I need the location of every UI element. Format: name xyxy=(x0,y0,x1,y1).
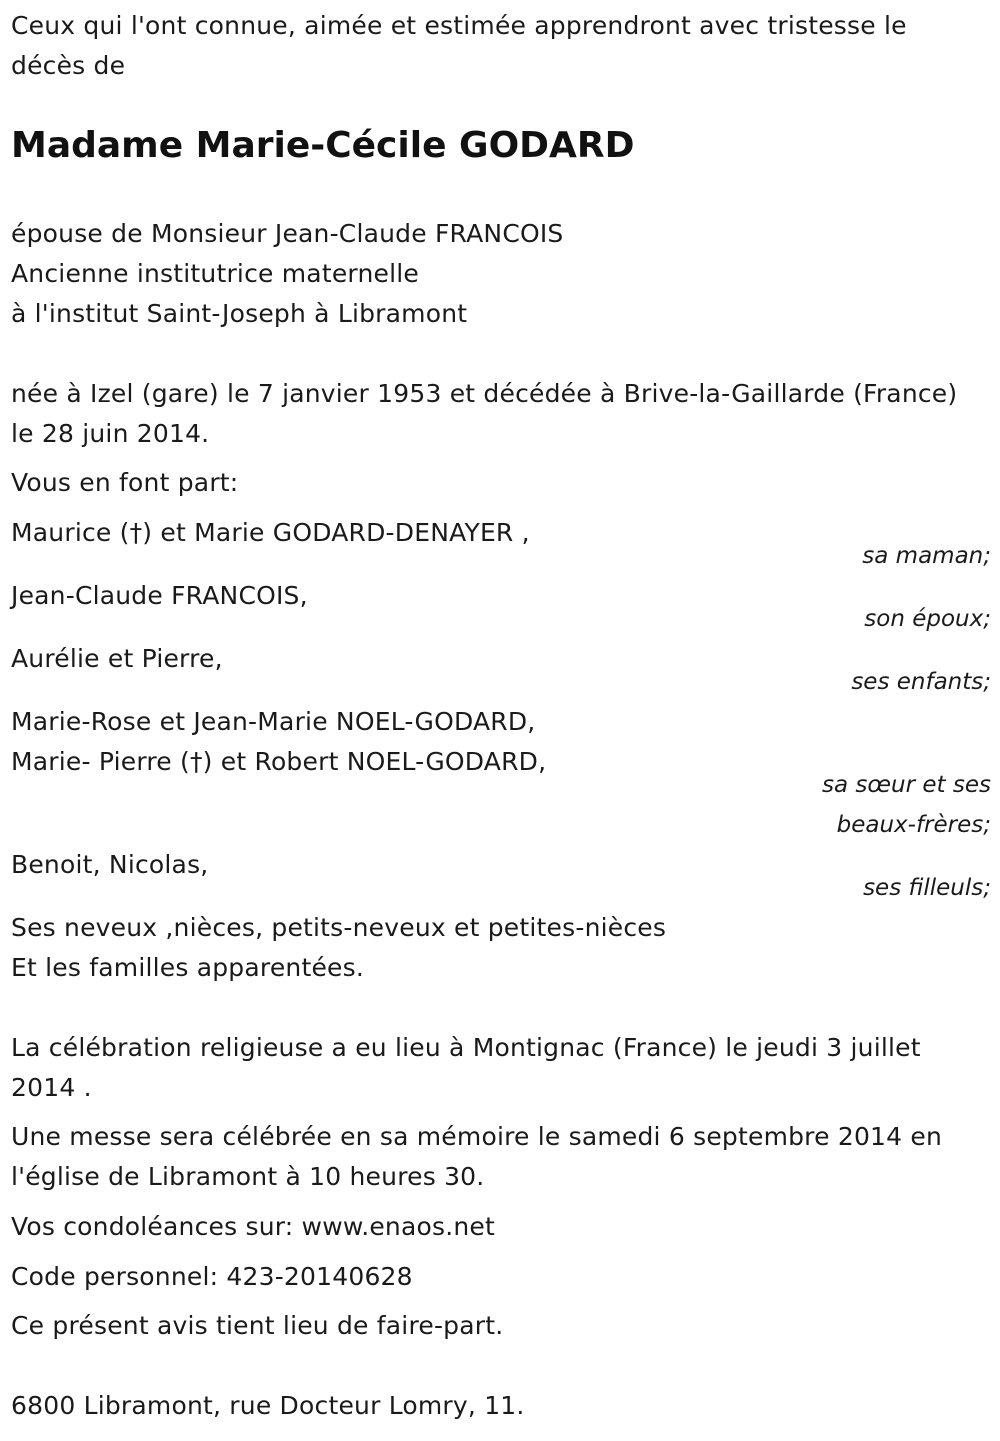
dates-line-2: le 28 juin 2014. xyxy=(11,419,210,448)
notice-text: Ce présent avis tient lieu de faire-part. xyxy=(11,1311,504,1340)
family-names: Marie- Pierre (†) et Robert NOEL-GODARD, xyxy=(11,747,547,776)
ceremony-line-2: 2014 . xyxy=(11,1073,92,1102)
mass-line-1: Une messe sera célébrée en sa mémoire le samedi 6 septembre 2014 en xyxy=(11,1122,943,1151)
personal-code: Code personnel: 423-20140628 xyxy=(11,1262,413,1291)
intro-line-2: décès de xyxy=(11,51,126,80)
extended-family-line-2: Et les familles apparentées. xyxy=(11,953,364,982)
family-relation: sa maman; xyxy=(862,543,991,569)
family-names: Marie-Rose et Jean-Marie NOEL-GODARD, xyxy=(11,707,536,736)
address-text: 6800 Libramont, rue Docteur Lomry, 11. xyxy=(11,1391,525,1420)
family-relation: beaux-frères; xyxy=(836,812,991,838)
condolences-text: Vos condoléances sur: www.enaos.net xyxy=(11,1212,495,1241)
ceremony-line-1: La célébration religieuse a eu lieu à Montignac (France) le jeudi 3 juillet xyxy=(11,1033,921,1062)
family-relation: son époux; xyxy=(864,606,991,632)
bio-workplace: à l'institut Saint-Joseph à Libramont xyxy=(11,299,468,328)
family-names: Maurice (†) et Marie GODARD-DENAYER , xyxy=(11,518,530,547)
family-relation: ses enfants; xyxy=(851,669,991,695)
family-relation: ses filleuls; xyxy=(863,875,991,901)
intro-line-1: Ceux qui l'ont connue, aimée et estimée apprendront avec tristesse le xyxy=(11,11,907,40)
family-names: Jean-Claude FRANCOIS, xyxy=(11,581,308,610)
bio-spouse: épouse de Monsieur Jean-Claude FRANCOIS xyxy=(11,219,564,248)
family-names: Aurélie et Pierre, xyxy=(11,644,223,673)
family-names: Benoit, Nicolas, xyxy=(11,850,209,879)
deceased-name: Madame Marie-Cécile GODARD xyxy=(11,125,635,166)
extended-family-line-1: Ses neveux ,nièces, petits-neveux et petites-nièces xyxy=(11,913,667,942)
family-relation: sa sœur et ses xyxy=(822,772,991,798)
dates-line-1: née à Izel (gare) le 7 janvier 1953 et décédée à Brive-la-Gaillarde (France) xyxy=(11,379,958,408)
announce-text: Vous en font part: xyxy=(11,468,239,497)
mass-line-2: l'église de Libramont à 10 heures 30. xyxy=(11,1162,485,1191)
bio-profession: Ancienne institutrice maternelle xyxy=(11,259,419,288)
obituary-notice xyxy=(11,0,991,1441)
